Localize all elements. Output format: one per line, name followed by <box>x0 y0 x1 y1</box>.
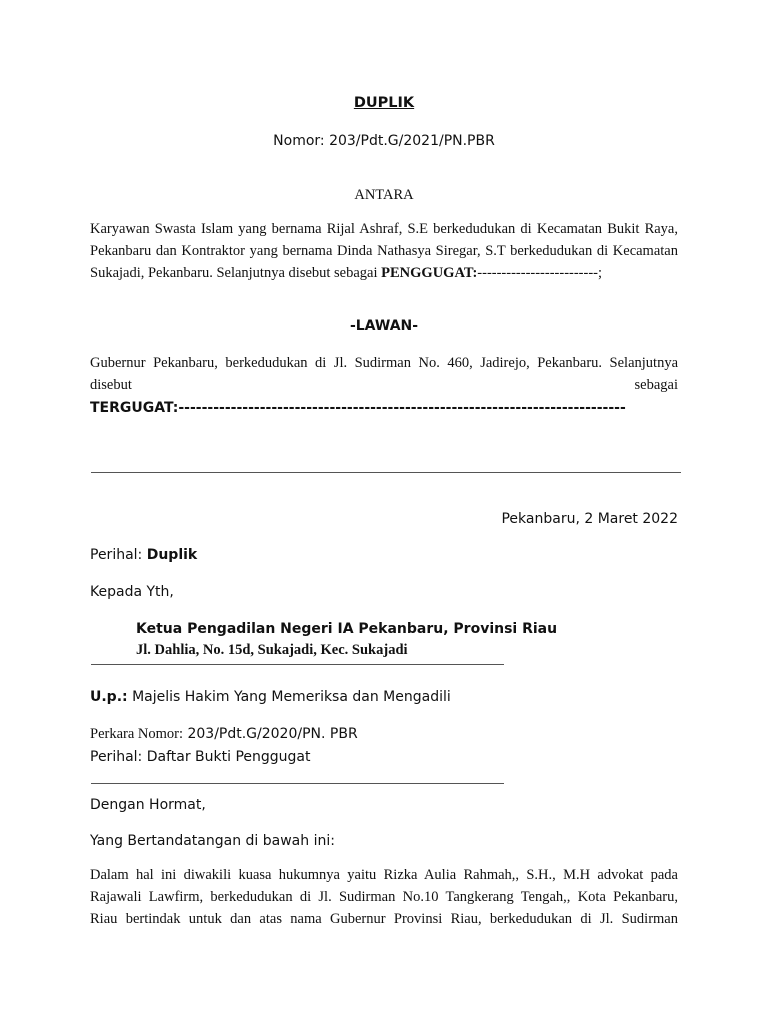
perkara-line <box>90 725 358 743</box>
greeting: Dengan Hormat, <box>90 797 206 813</box>
antara-heading: ANTARA <box>354 187 414 203</box>
penggugat-text: Karyawan Swasta Islam yang bernama Rijal Ashraf, S.E berkedudukan di Kecamatan Bukit Raya, Pekanbaru dan Kontraktor yang bernama Dinda Nathasya Siregar, S.T berkedudukan di Kecamatan Sukajadi, Pekanbaru. Selanjutnya disebut sebagai <box>90 221 678 281</box>
perihal-value: Duplik <box>146 547 198 563</box>
up-line <box>90 689 451 705</box>
body-line-3: Riau bertindak untuk dan atas nama Gubernur Provinsi Riau, berkedudukan di Jl. Sudirman <box>90 911 678 927</box>
recipient-address: Jl. Dahlia, No. 15d, Sukajadi, Kec. Sukajadi <box>136 642 408 658</box>
perkara-value: 203/Pdt.G/2020/PN. PBR <box>183 726 358 742</box>
penggugat-label: PENGGUGAT: <box>381 265 478 281</box>
kepada-line: Kepada Yth, <box>90 584 174 600</box>
body-line-1: Dalam hal ini diwakili kuasa hukumnya yaitu Rizka Aulia Rahmah,, S.H., M.H advokat pada <box>90 867 678 883</box>
document-title: DUPLIK <box>353 95 415 111</box>
recipient-underline <box>91 664 504 665</box>
perkara-label: Perkara Nomor: <box>90 726 184 742</box>
tergugat-paragraph <box>90 352 678 396</box>
case-number: Nomor: 203/Pdt.G/2021/PN.PBR <box>273 133 495 149</box>
undersigned-line: Yang Bertandatangan di bawah ini: <box>90 833 335 849</box>
penggugat-dashes: -------------------------; <box>477 265 603 281</box>
place-date: Pekanbaru, 2 Maret 2022 <box>501 511 678 527</box>
perkara-underline <box>91 783 504 784</box>
up-value: Majelis Hakim Yang Memeriksa dan Mengadili <box>127 689 451 705</box>
body-line-2: Rajawali Lawfirm, berkedudukan di Jl. Sudirman No.10 Tangkerang Tengah,, Kota Pekanbaru, <box>90 889 678 905</box>
tergugat-dashes: ----------------------------------------------------------------------------- <box>178 400 626 416</box>
tergugat-line <box>90 400 678 416</box>
perihal-line <box>90 547 197 563</box>
separator-line <box>91 472 681 473</box>
lawan-heading: -LAWAN- <box>349 318 419 334</box>
recipient-name: Ketua Pengadilan Negeri IA Pekanbaru, Provinsi Riau <box>136 621 558 637</box>
perihal-bukti-line: Perihal: Daftar Bukti Penggugat <box>90 749 311 765</box>
tergugat-text: Gubernur Pekanbaru, berkedudukan di Jl. Sudirman No. 460, Jadirejo, Pekanbaru. Selanjutnya disebut sebagai <box>90 355 678 393</box>
up-label: U.p.: <box>90 689 128 705</box>
penggugat-paragraph <box>90 218 678 284</box>
tergugat-label: TERGUGAT: <box>90 400 179 416</box>
perihal-label: Perihal: <box>90 547 147 563</box>
